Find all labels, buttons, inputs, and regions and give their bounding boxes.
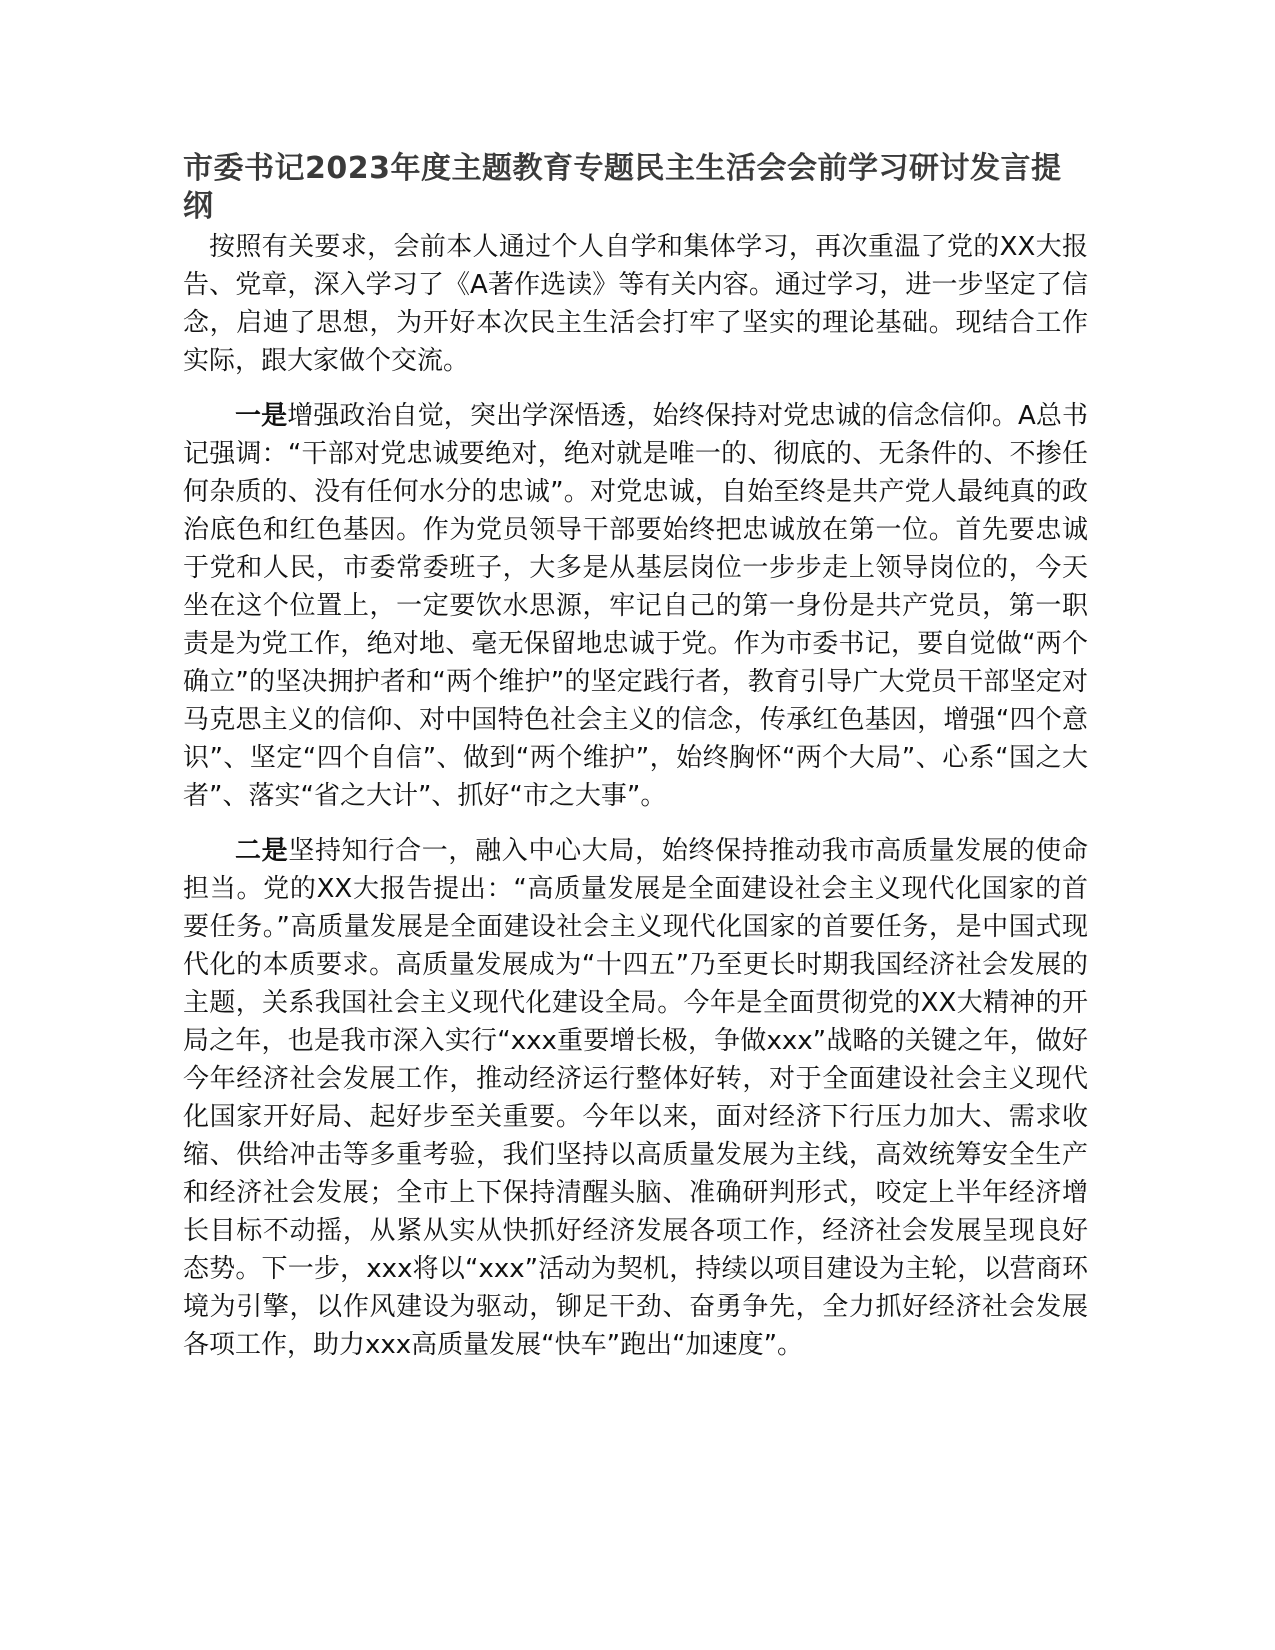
section-lead-1: 一是 xyxy=(235,401,288,431)
section-lead-2: 二是 xyxy=(235,836,289,866)
intro-paragraph: 按照有关要求，会前本人通过个人自学和集体学习，再次重温了党的XX大报告、党章，深入学习了《A著作选读》等有关内容。通过学习，进一步坚定了信念，启迪了思想，为开好本次民主生活会打牢了坚实的理论基础。现结合工作实际，跟大家做个交流。 xyxy=(183,232,1088,376)
section-text-1: 增强政治自觉，突出学深悟透，始终保持对党忠诚的信念信仰。A总书记强调：“干部对党忠诚要绝对，绝对就是唯一的、彻底的、无条件的、不掺任何杂质的、没有任何水分的忠诚”。对党忠诚，自始至终是共产党人最纯真的政治底色和红色基因。作为党员领导干部要始终把忠诚放在第一位。首先要忠诚于党和人民，市委常委班子，大多是从基层岗位一步步走上领导岗位的，今天坐在这个位置上，一定要饮水思源，牢记自己的第一身份是共产党员，第一职责是为党工作，绝对地、毫无保留地忠诚于党。作为市委书记，要自觉做“两个确立”的坚决拥护者和“两个维护”的坚定践行者，教育引导广大党员干部坚定对马克思主义的信仰、对中国特色社会主义的信念，传承红色基因，增强“四个意识”、坚定“四个自信”、做到“两个维护”，始终胸怀“两个大局”、心系“国之大者”、落实“省之大计”、抓好“市之大事”。 xyxy=(183,401,1088,811)
section-text-2: 坚持知行合一，融入中心大局，始终保持推动我市高质量发展的使命担当。党的XX大报告提出：“高质量发展是全面建设社会主义现代化国家的首要任务。”高质量发展是全面建设社会主义现代化国家的首要任务，是中国式现代化的本质要求。高质量发展成为“十四五”乃至更长时期我国经济社会发展的主题，关系我国社会主义现代化建设全局。今年是全面贯彻党的XX大精神的开局之年，也是我市深入实行“xxx重要增长极，争做xxx”战略的关键之年，做好今年经济社会发展工作，推动经济运行整体好转，对于全面建设社会主义现代化国家开好局、起好步至关重要。今年以来，面对经济下行压力加大、需求收缩、供给冲击等多重考验，我们坚持以高质量发展为主线，高效统筹安全生产和经济社会发展；全市上下保持清醒头脑、准确研判形式，咬定上半年经济增长目标不动摇，从紧从实从快抓好经济发展各项工作，经济社会发展呈现良好态势。下一步，xxx将以“xxx”活动为契机，持续以项目建设为主轮，以营商环境为引擎，以作风建设为驱动，铆足干劲、奋勇争先，全力抓好经济社会发展各项工作，助力xxx高质量发展“快车”跑出“加速度”。 xyxy=(183,836,1088,1360)
document-title: 市委书记2023年度主题教育专题民主生活会会前学习研讨发言提纲 xyxy=(183,151,1062,224)
section-paragraph-2 xyxy=(183,832,1088,1364)
section-paragraph-1 xyxy=(183,397,1088,815)
document-body xyxy=(183,150,1088,1364)
